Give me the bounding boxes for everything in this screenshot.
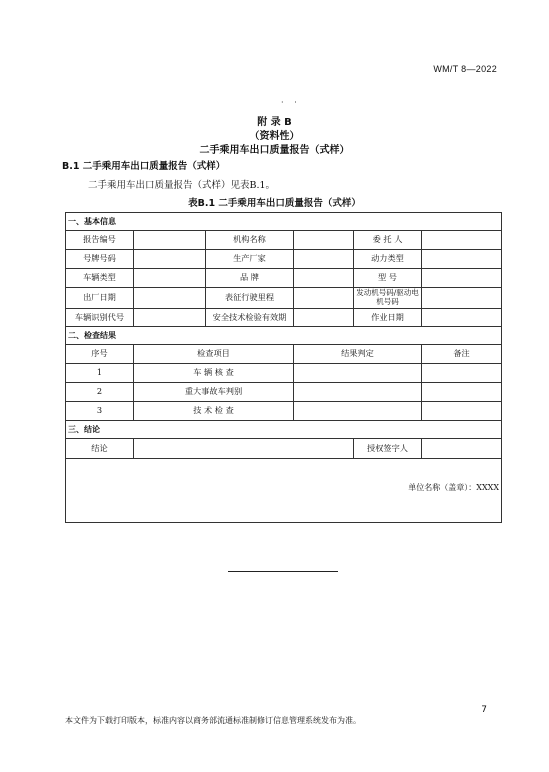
header-seq: 序号 [66,345,134,364]
table-row [66,383,502,402]
appendix-label: 附 录 B [257,117,292,128]
value-conclusion [134,439,354,459]
label-conclusion: 结论 [66,439,134,459]
table-row [66,231,502,250]
inspection-remark [422,383,502,402]
table-row [66,402,502,421]
label-safety-validity: 安全技术检验有效期 [206,309,294,327]
page-number: 7 [481,705,487,715]
inspection-no: 2 [66,383,134,402]
value-signer [422,439,502,459]
value-power-type [422,250,502,269]
quality-report-table [65,212,502,523]
value-manufacturer [294,250,354,269]
emphasis-dots: · · [281,98,301,107]
label-client: 委 托 人 [354,231,422,250]
appendix-title: 二手乘用车出口质量报告（式样） [199,145,350,156]
value-vehicle-type [134,269,206,288]
table-row [66,309,502,327]
inspection-result [294,402,422,421]
header-item: 检查项目 [134,345,294,364]
inspection-no: 3 [66,402,134,421]
label-report-no: 报告编号 [66,231,134,250]
table-caption: 表B.1 二手乘用车出口质量报告（式样） [188,198,361,209]
value-work-date [422,309,502,327]
value-safety-validity [294,309,354,327]
table-row [66,250,502,269]
label-plate-no: 号牌号码 [66,250,134,269]
seal-area [66,459,502,523]
value-model [422,269,502,288]
label-manufacture-date: 出厂日期 [66,288,134,309]
value-manufacture-date [134,288,206,309]
inspection-result [294,364,422,383]
value-client [422,231,502,250]
inspection-item: 技 术 检 查 [134,402,294,421]
table-row [66,288,502,309]
seal-text: 单位名称（盖章）：XXXX [408,482,500,492]
header-remark: 备注 [422,345,502,364]
value-brand [294,269,354,288]
appendix-note: （资料性） [249,131,300,142]
header-result: 结果判定 [294,345,422,364]
label-signer: 授权签字人 [354,439,422,459]
label-odometer: 表征行驶里程 [206,288,294,309]
table-row [66,439,502,459]
section-heading: B.1 二手乘用车出口质量报告（式样） [62,161,226,172]
inspection-item: 车 辆 核 查 [134,364,294,383]
label-engine-no: 发动机号码/驱动电机号码 [354,288,422,309]
footer-note: 本文件为下载打印版本，标准内容以商务部流通标准制修订信息管理系统发布为准。 [65,716,361,725]
inspection-result [294,383,422,402]
standard-code: WM/T 8—2022 [433,64,497,74]
value-report-no [134,231,206,250]
inspection-remark [422,364,502,383]
end-rule [228,571,338,572]
label-brand: 品 牌 [206,269,294,288]
table-row [66,269,502,288]
value-agency-name [294,231,354,250]
value-odometer [294,288,354,309]
inspection-item: 重大事故车判别 [134,383,294,402]
section-conclusion: 三、结论 [66,421,502,439]
label-model: 型 号 [354,269,422,288]
label-work-date: 作业日期 [354,309,422,327]
value-engine-no [422,288,502,309]
inspection-remark [422,402,502,421]
section-body: 二手乘用车出口质量报告（式样）见表B.1。 [88,180,276,191]
inspection-no: 1 [66,364,134,383]
label-vin: 车辆识别代号 [66,309,134,327]
value-plate-no [134,250,206,269]
table-header-row [66,345,502,364]
label-vehicle-type: 车辆类型 [66,269,134,288]
label-manufacturer: 生产厂家 [206,250,294,269]
label-power-type: 动力类型 [354,250,422,269]
section-basic-info: 一、基本信息 [66,213,502,231]
table-row [66,364,502,383]
label-agency-name: 机构名称 [206,231,294,250]
section-inspection-results: 二、检查结果 [66,327,502,345]
value-vin [134,309,206,327]
